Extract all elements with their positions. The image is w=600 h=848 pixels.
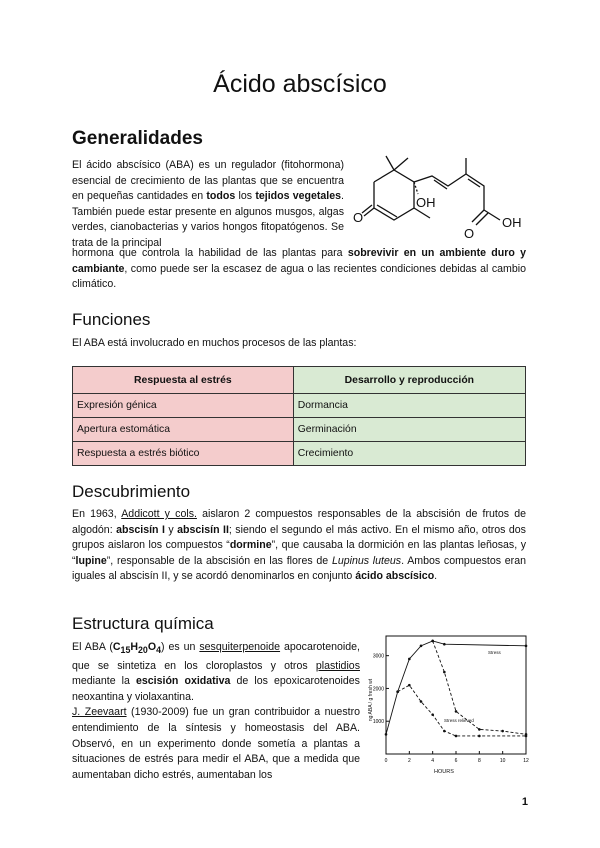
text: apocarotenoide, que se sintetiza en los cloroplastos y otros bbox=[72, 641, 360, 672]
methyl-bond bbox=[394, 158, 408, 170]
text: (1930-2009) fue un gran contribuidor a nuestro entendimiento de la síntesis y homeostasis del ABA. Observó, en un experimento donde sometía a plantas a situaciones de estrés para medir el ABA, que a medida que aumentaban dicho estrés, aumentaban los bbox=[72, 706, 360, 781]
x-tick-label: 10 bbox=[499, 758, 506, 764]
bold-abscisin-1: abscisín I bbox=[116, 523, 165, 536]
subscript: 15 bbox=[120, 645, 131, 656]
data-point bbox=[431, 713, 434, 716]
carboxyl-oh-label: OH bbox=[502, 215, 522, 230]
data-point bbox=[420, 700, 423, 703]
data-point bbox=[408, 684, 411, 687]
y-tick-label: 1000 bbox=[372, 719, 384, 726]
text: los bbox=[235, 190, 256, 203]
carboxyl-double-bond bbox=[476, 213, 488, 225]
bold-escision: escisión oxidativa bbox=[136, 675, 231, 688]
formula bbox=[112, 641, 162, 656]
carboxyl-o-label: O bbox=[464, 226, 475, 241]
text: ) es un bbox=[161, 641, 200, 653]
table-cell: Crecimiento bbox=[293, 442, 525, 466]
estructura-paragraph bbox=[72, 640, 360, 783]
oh-label: OH bbox=[416, 195, 436, 210]
ketone-o-label: O bbox=[353, 210, 364, 225]
chart-xlabel: HOURS bbox=[434, 769, 454, 775]
data-point bbox=[455, 735, 458, 738]
table-cell: Germinación bbox=[293, 418, 525, 442]
text: mediante la bbox=[72, 675, 136, 688]
table-row bbox=[73, 442, 526, 466]
data-point bbox=[455, 710, 458, 713]
table-cell: Apertura estomática bbox=[73, 418, 294, 442]
text: , como puede ser la escasez de agua o las recientes condiciones debidas al cambio climático. bbox=[72, 262, 526, 291]
text: hormona que controla la habilidad de las plantas para bbox=[72, 247, 348, 259]
generalidades-paragraph-a bbox=[72, 158, 344, 252]
data-point bbox=[443, 730, 446, 733]
text: En 1963, bbox=[72, 508, 122, 520]
chain-double-bond bbox=[468, 179, 480, 187]
table-cell: Respuesta a estrés biótico bbox=[73, 442, 294, 466]
data-point bbox=[396, 690, 399, 693]
x-tick-label: 8 bbox=[477, 758, 481, 764]
heading-generalidades: Generalidades bbox=[72, 128, 203, 149]
text: El ABA ( bbox=[72, 641, 113, 653]
table-row bbox=[73, 394, 526, 418]
stress-label: Stress bbox=[488, 650, 501, 655]
text: O bbox=[147, 641, 157, 653]
heading-funciones: Funciones bbox=[72, 310, 151, 329]
methyl-bond bbox=[386, 156, 394, 170]
text: de los epoxicarotenoides neoxantina y violaxantina. bbox=[72, 675, 360, 703]
italic-lupinus: Lupinus luteus bbox=[331, 554, 402, 567]
bold-tejidos: tejidos vegetales bbox=[255, 190, 342, 203]
link-addicott[interactable]: Addicott y cols. bbox=[121, 508, 197, 520]
data-point bbox=[420, 645, 423, 648]
text: H bbox=[130, 641, 139, 653]
data-point bbox=[443, 643, 446, 646]
functions-table bbox=[72, 366, 526, 466]
chart-ylabel: ng ABA / g fresh wt bbox=[368, 678, 374, 722]
page-title: Ácido abscísico bbox=[213, 70, 387, 98]
data-point bbox=[525, 733, 528, 736]
bold-lupine: lupine bbox=[75, 554, 107, 567]
bold-dormine: dormine bbox=[229, 539, 272, 552]
link-zeevaart[interactable]: J. Zeevaart bbox=[72, 706, 127, 719]
aba-chart bbox=[364, 630, 532, 778]
table-cell: Dormancia bbox=[293, 394, 525, 418]
text: ”, responsable de la abscisión en las flores de bbox=[106, 554, 332, 567]
heading-descubrimiento: Descubrimiento bbox=[72, 482, 191, 501]
text: aislaron 2 compuestos responsables de la abscisión de frutos de algodón: bbox=[72, 508, 527, 536]
ketone-bond bbox=[362, 205, 372, 213]
text: y bbox=[164, 523, 178, 536]
subscript: 20 bbox=[138, 645, 148, 656]
bold-todos: todos bbox=[206, 190, 236, 203]
funciones-intro: El ABA está involucrado en muchos procesos de las plantas: bbox=[72, 337, 357, 349]
table-header-desarrollo: Desarrollo y reproducción bbox=[293, 367, 525, 394]
heading-estructura: Estructura química bbox=[72, 614, 214, 633]
y-tick-label: 3000 bbox=[372, 653, 384, 660]
table-cell: Expresión génica bbox=[73, 394, 294, 418]
text: El ácido abscísico (ABA) es un regulador (fitohormona) esencial de crecimiento de las plantas que se encuentra en pequeñas cantidades en bbox=[72, 159, 344, 203]
page-number: 1 bbox=[521, 796, 528, 808]
data-point bbox=[478, 735, 481, 738]
y-tick-label: 2000 bbox=[372, 686, 384, 693]
descubrimiento-paragraph bbox=[72, 507, 526, 585]
text: . Ambos compuestos eran iguales al abscisín II, y se acordó denominarlos en conjunto bbox=[72, 554, 526, 583]
x-tick-label: 0 bbox=[384, 758, 388, 764]
series-line-1 bbox=[398, 685, 526, 736]
link-sesquiterpenoide[interactable]: sesquiterpenoide bbox=[199, 641, 281, 653]
data-point bbox=[501, 730, 504, 733]
generalidades-paragraph-b bbox=[72, 246, 526, 293]
aba-molecule-diagram bbox=[352, 152, 534, 244]
ring-bonds bbox=[374, 170, 414, 220]
table-header-estres: Respuesta al estrés bbox=[73, 367, 294, 394]
x-tick-label: 6 bbox=[454, 758, 458, 764]
text: ”, que causaba la dormición en las plantas leñosas, y “ bbox=[72, 539, 526, 567]
bold-acido-abscisico: ácido abscísico bbox=[355, 570, 435, 583]
table-header-row bbox=[73, 367, 526, 394]
data-point bbox=[478, 728, 481, 731]
data-point bbox=[443, 671, 446, 674]
link-plastidios[interactable]: plastidios bbox=[315, 659, 360, 672]
text: ; siendo el segundo el más activo. En el mismo año, otros dos grupos aislaron los compuestos “ bbox=[72, 523, 526, 552]
text: . También puede estar presente en algunos musgos, algas verdes, cianobacterias y varios hongos fitopatógenos. Se trata de la principal bbox=[72, 190, 344, 249]
x-tick-label: 12 bbox=[523, 758, 529, 764]
bold-abscisin-2: abscisín II bbox=[177, 523, 229, 536]
x-tick-label: 2 bbox=[407, 758, 411, 764]
data-point bbox=[525, 645, 528, 648]
table-row bbox=[73, 418, 526, 442]
x-tick-label: 4 bbox=[431, 758, 435, 764]
data-point bbox=[408, 658, 411, 661]
text: . bbox=[434, 570, 438, 583]
data-point bbox=[385, 733, 388, 736]
data-point bbox=[431, 640, 434, 643]
text: C bbox=[112, 641, 121, 653]
bold-sobrevivir: sobrevivir en un ambiente duro y cambiante bbox=[72, 247, 526, 275]
ketone-bond bbox=[364, 208, 374, 216]
carboxyl-bond bbox=[472, 210, 484, 222]
stress-relieved-label: Stress relieved bbox=[444, 718, 474, 723]
subscript: 4 bbox=[156, 645, 162, 656]
